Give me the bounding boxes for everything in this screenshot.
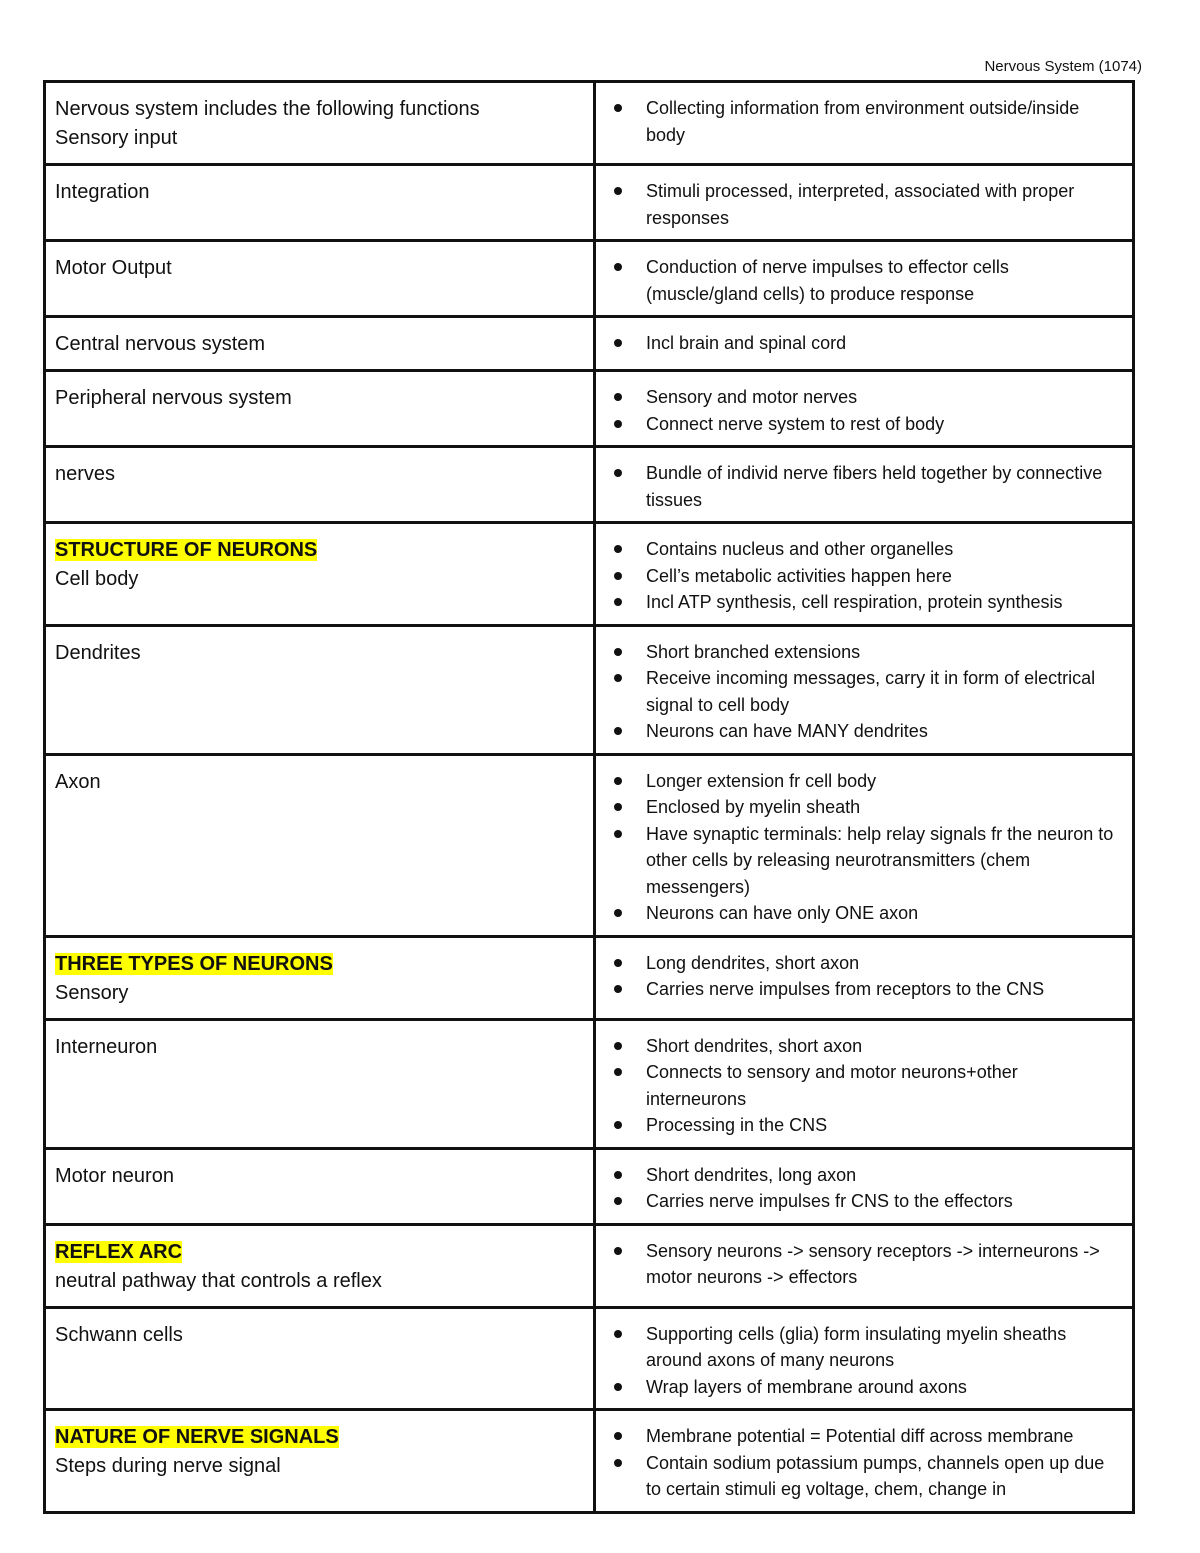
table-row <box>45 1410 1134 1513</box>
term-cell <box>45 241 595 317</box>
bullet-list <box>608 178 1122 231</box>
bullet-item: Long dendrites, short axon <box>608 950 1122 977</box>
table-row <box>45 1148 1134 1224</box>
description-cell <box>595 523 1134 626</box>
term-text: Motor Output <box>55 257 172 279</box>
bullet-item: Short dendrites, long axon <box>608 1162 1122 1189</box>
term-text: Cell body <box>55 568 139 590</box>
term-cell <box>45 625 595 754</box>
description-cell <box>595 241 1134 317</box>
description-cell <box>595 165 1134 241</box>
term-cell <box>45 1307 595 1410</box>
bullet-list <box>608 768 1122 927</box>
term-text: Nervous system includes the following functions <box>55 98 480 120</box>
term-cell <box>45 317 595 371</box>
term-text: Sensory input <box>55 127 178 149</box>
bullet-item: Processing in the CNS <box>608 1112 1122 1139</box>
description-cell <box>595 625 1134 754</box>
bullet-item: Connect nerve system to rest of body <box>608 411 1122 438</box>
bullet-item: Incl ATP synthesis, cell respiration, protein synthesis <box>608 589 1122 616</box>
term-text: Central nervous system <box>55 333 266 355</box>
table-row <box>45 317 1134 371</box>
term-text: Integration <box>55 181 150 203</box>
bullet-item: Longer extension fr cell body <box>608 768 1122 795</box>
table-row <box>45 625 1134 754</box>
bullet-list <box>608 1321 1122 1401</box>
table-row <box>45 165 1134 241</box>
bullet-list <box>608 330 1122 357</box>
description-cell <box>595 936 1134 1019</box>
table-row <box>45 754 1134 936</box>
term-text: Sensory <box>55 981 129 1004</box>
term-text: Axon <box>55 770 101 793</box>
bullet-item: Contain sodium potassium pumps, channels open up due to certain stimuli eg voltage, chem, change in <box>608 1450 1122 1503</box>
bullet-list <box>608 460 1122 513</box>
bullet-item: Stimuli processed, interpreted, associated with proper responses <box>608 178 1122 231</box>
bullet-item: Sensory and motor nerves <box>608 384 1122 411</box>
bullet-item: Carries nerve impulses from receptors to the CNS <box>608 976 1122 1003</box>
description-cell <box>595 82 1134 165</box>
bullet-list <box>608 384 1122 437</box>
term-text: neutral pathway that controls a reflex <box>55 1269 382 1292</box>
bullet-item: Neurons can have only ONE axon <box>608 900 1122 927</box>
bullet-list <box>608 1162 1122 1215</box>
term-cell <box>45 1410 595 1513</box>
bullet-item: Sensory neurons -> sensory receptors -> interneurons -> motor neurons -> effectors <box>608 1238 1122 1291</box>
term-cell <box>45 1148 595 1224</box>
table-row <box>45 523 1134 626</box>
bullet-item: Wrap layers of membrane around axons <box>608 1374 1122 1401</box>
term-cell <box>45 165 595 241</box>
page-header: Nervous System (1074) <box>984 58 1142 75</box>
bullet-item: Neurons can have MANY dendrites <box>608 718 1122 745</box>
term-cell <box>45 1224 595 1307</box>
bullet-item: Membrane potential = Potential diff across membrane <box>608 1423 1122 1450</box>
bullet-item: Supporting cells (glia) form insulating myelin sheaths around axons of many neurons <box>608 1321 1122 1374</box>
term-text: Schwann cells <box>55 1323 183 1346</box>
bullet-item: Enclosed by myelin sheath <box>608 794 1122 821</box>
term-text: Dendrites <box>55 641 141 664</box>
bullet-list <box>608 950 1122 1003</box>
bullet-list <box>608 639 1122 745</box>
bullet-item: Short dendrites, short axon <box>608 1033 1122 1060</box>
term-text: Steps during nerve signal <box>55 1455 281 1477</box>
description-cell <box>595 1307 1134 1410</box>
section-heading: NATURE OF NERVE SIGNALS <box>55 1426 339 1448</box>
bullet-list <box>608 95 1122 148</box>
bullet-item: Receive incoming messages, carry it in form of electrical signal to cell body <box>608 665 1122 718</box>
table-row <box>45 371 1134 447</box>
bullet-item: Connects to sensory and motor neurons+other interneurons <box>608 1059 1122 1112</box>
term-cell <box>45 371 595 447</box>
term-text: nerves <box>55 463 116 485</box>
table-row <box>45 1019 1134 1148</box>
term-cell <box>45 82 595 165</box>
bullet-item: Short branched extensions <box>608 639 1122 666</box>
description-cell <box>595 754 1134 936</box>
bullet-list <box>608 536 1122 616</box>
bullet-item: Incl brain and spinal cord <box>608 330 1122 357</box>
description-cell <box>595 1148 1134 1224</box>
description-cell <box>595 1019 1134 1148</box>
term-text: Interneuron <box>55 1035 158 1058</box>
bullet-item: Have synaptic terminals: help relay signals fr the neuron to other cells by releasing neurotransmitters (chem messengers) <box>608 821 1122 901</box>
description-cell <box>595 1410 1134 1513</box>
bullet-list <box>608 1423 1122 1503</box>
description-cell <box>595 1224 1134 1307</box>
table-row <box>45 241 1134 317</box>
bullet-item: Conduction of nerve impulses to effector cells (muscle/gland cells) to produce response <box>608 254 1122 307</box>
description-cell <box>595 317 1134 371</box>
bullet-item: Carries nerve impulses fr CNS to the effectors <box>608 1188 1122 1215</box>
term-cell <box>45 523 595 626</box>
term-text: Motor neuron <box>55 1164 174 1187</box>
table-row <box>45 447 1134 523</box>
section-heading: STRUCTURE OF NEURONS <box>55 539 318 561</box>
bullet-item: Cell’s metabolic activities happen here <box>608 563 1122 590</box>
term-cell <box>45 447 595 523</box>
section-heading: THREE TYPES OF NEURONS <box>55 952 333 975</box>
section-heading: REFLEX ARC <box>55 1240 183 1263</box>
term-text: Peripheral nervous system <box>55 387 292 409</box>
bullet-item: Bundle of individ nerve fibers held together by connective tissues <box>608 460 1122 513</box>
term-cell <box>45 936 595 1019</box>
bullet-list <box>608 1033 1122 1139</box>
description-cell <box>595 447 1134 523</box>
bullet-item: Contains nucleus and other organelles <box>608 536 1122 563</box>
table-row <box>45 1224 1134 1307</box>
bullet-list <box>608 1238 1122 1291</box>
bullet-list <box>608 254 1122 307</box>
table-row <box>45 82 1134 165</box>
bullet-item: Collecting information from environment outside/inside body <box>608 95 1122 148</box>
description-cell <box>595 371 1134 447</box>
notes-table <box>43 80 1135 1514</box>
table-row <box>45 936 1134 1019</box>
table-row <box>45 1307 1134 1410</box>
term-cell <box>45 754 595 936</box>
term-cell <box>45 1019 595 1148</box>
notes-table-body <box>45 82 1134 1513</box>
